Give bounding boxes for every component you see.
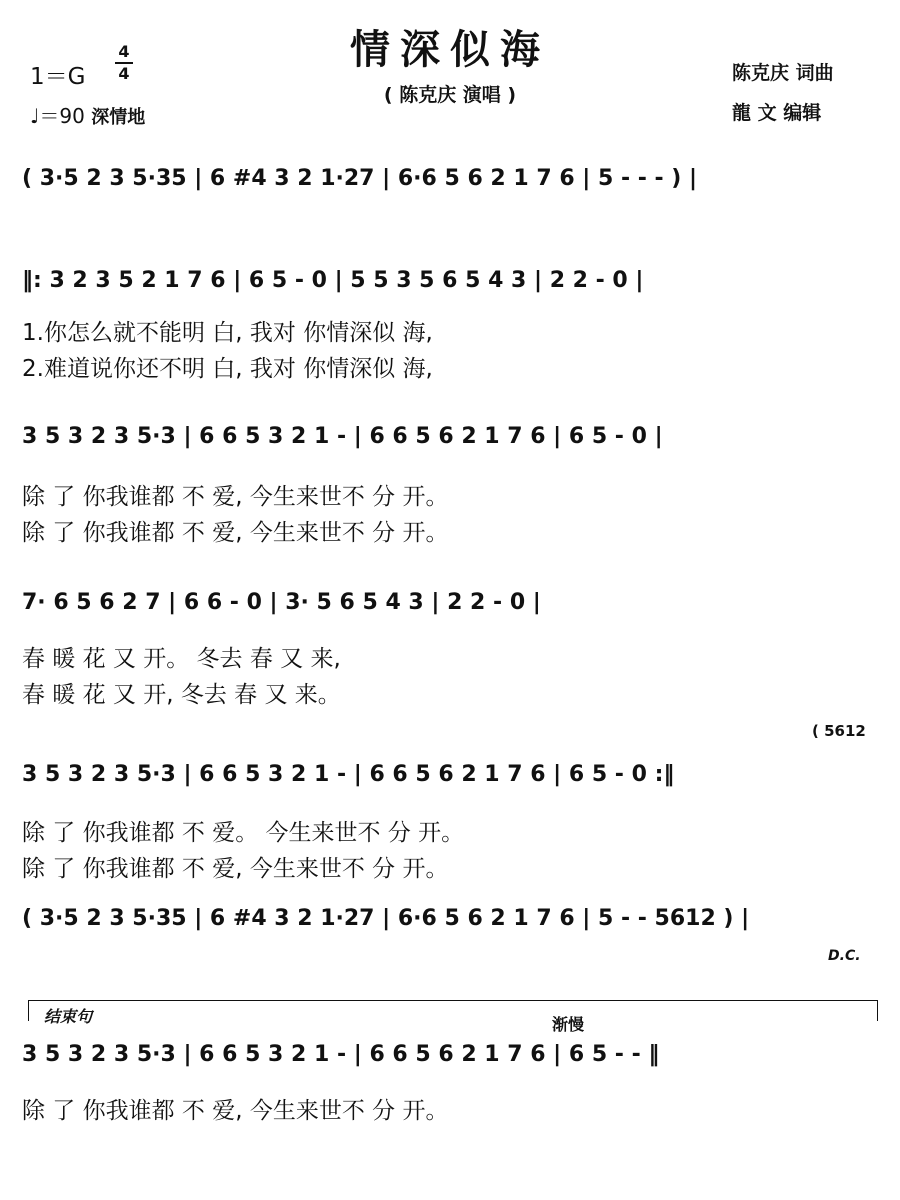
notation-row-ending [22,1036,880,1076]
lyric-line: 春 暖 花 又 开。 冬去 春 又 来, [22,646,341,672]
tempo-marking [30,100,145,129]
performer-line: ( 陈克庆 演唱 ) [383,84,517,106]
lyric-line: 1.你怎么就不能明 白, 我对 你情深似 海, [22,320,433,346]
lyric-line: 2.难道说你还不明 白, 我对 你情深似 海, [22,356,433,382]
time-denominator: 4 [118,64,130,83]
tempo-value: ♩＝90 [30,104,85,128]
expression-marking: 深情地 [91,107,146,128]
intro-notes: ( 3·5 2 3 5·35 | 6 #4 3 2 1·27 | 6·6 5 6 2 1 7 6 | 5 - - - ) | [22,166,698,191]
lyric-line: 除 了 你我谁都 不 爱, 今生来世不 分 开。 [22,484,449,510]
interlude-notes: ( 3·5 2 3 5·35 | 6 #4 3 2 1·27 | 6·6 5 6 2 1 7 6 | 5 - - 5612 ) | [22,906,750,931]
lyric-line: 春 暖 花 又 开, 冬去 春 又 来。 [22,682,341,708]
time-numerator: 4 [118,42,130,61]
notation-row-interlude [22,900,880,940]
notation-row-verse-a [22,262,880,302]
key-signature: 1＝G [30,64,86,90]
song-title: 情深似海 [350,27,550,73]
notation-row-verse-b [22,418,880,458]
verse-c-notes: 7· 6 5 6 2 7 | 6 6 - 0 | 3· 5 6 5 4 3 | 2 2 - 0 | [22,590,541,615]
ending-notes: 3 5 3 2 3 5·3 | 6 6 5 3 2 1 - | 6 6 5 6 2 1 7 6 | 6 5 - - ‖ [22,1042,660,1067]
lyric-line: 除 了 你我谁都 不 爱。 今生来世不 分 开。 [22,820,465,846]
verse-a-notes: ‖: 3 2 3 5 2 1 7 6 | 6 5 - 0 | 5 5 3 5 6 5 4 3 | 2 2 - 0 | [22,268,644,293]
verse-d-notes: 3 5 3 2 3 5·3 | 6 6 5 3 2 1 - | 6 6 5 6 2 1 7 6 | 6 5 - 0 :‖ [22,762,675,787]
lyric-line: 除 了 你我谁都 不 爱, 今生来世不 分 开。 [22,856,449,882]
editor-credit: 龍 文 编辑 [732,102,822,124]
ending-bracket [28,1000,878,1021]
notation-row-verse-d [22,756,880,796]
ritardando-mark: 渐慢 [552,1015,585,1034]
ending-label: 结束句 [44,1007,93,1026]
notation-row-intro [22,160,880,200]
lyric-line: 除 了 你我谁都 不 爱, 今生来世不 分 开。 [22,1098,449,1124]
lyricist-composer: 陈克庆 词曲 [732,62,834,84]
da-capo-mark: D.C. [828,948,861,964]
verse-b-notes: 3 5 3 2 3 5·3 | 6 6 5 3 2 1 - | 6 6 5 6 2 1 7 6 | 6 5 - 0 | [22,424,663,449]
notation-row-verse-c [22,584,880,624]
time-signature [115,44,133,82]
pickup-notes: ( 5612 [812,722,866,740]
lyric-line: 除 了 你我谁都 不 爱, 今生来世不 分 开。 [22,520,449,546]
